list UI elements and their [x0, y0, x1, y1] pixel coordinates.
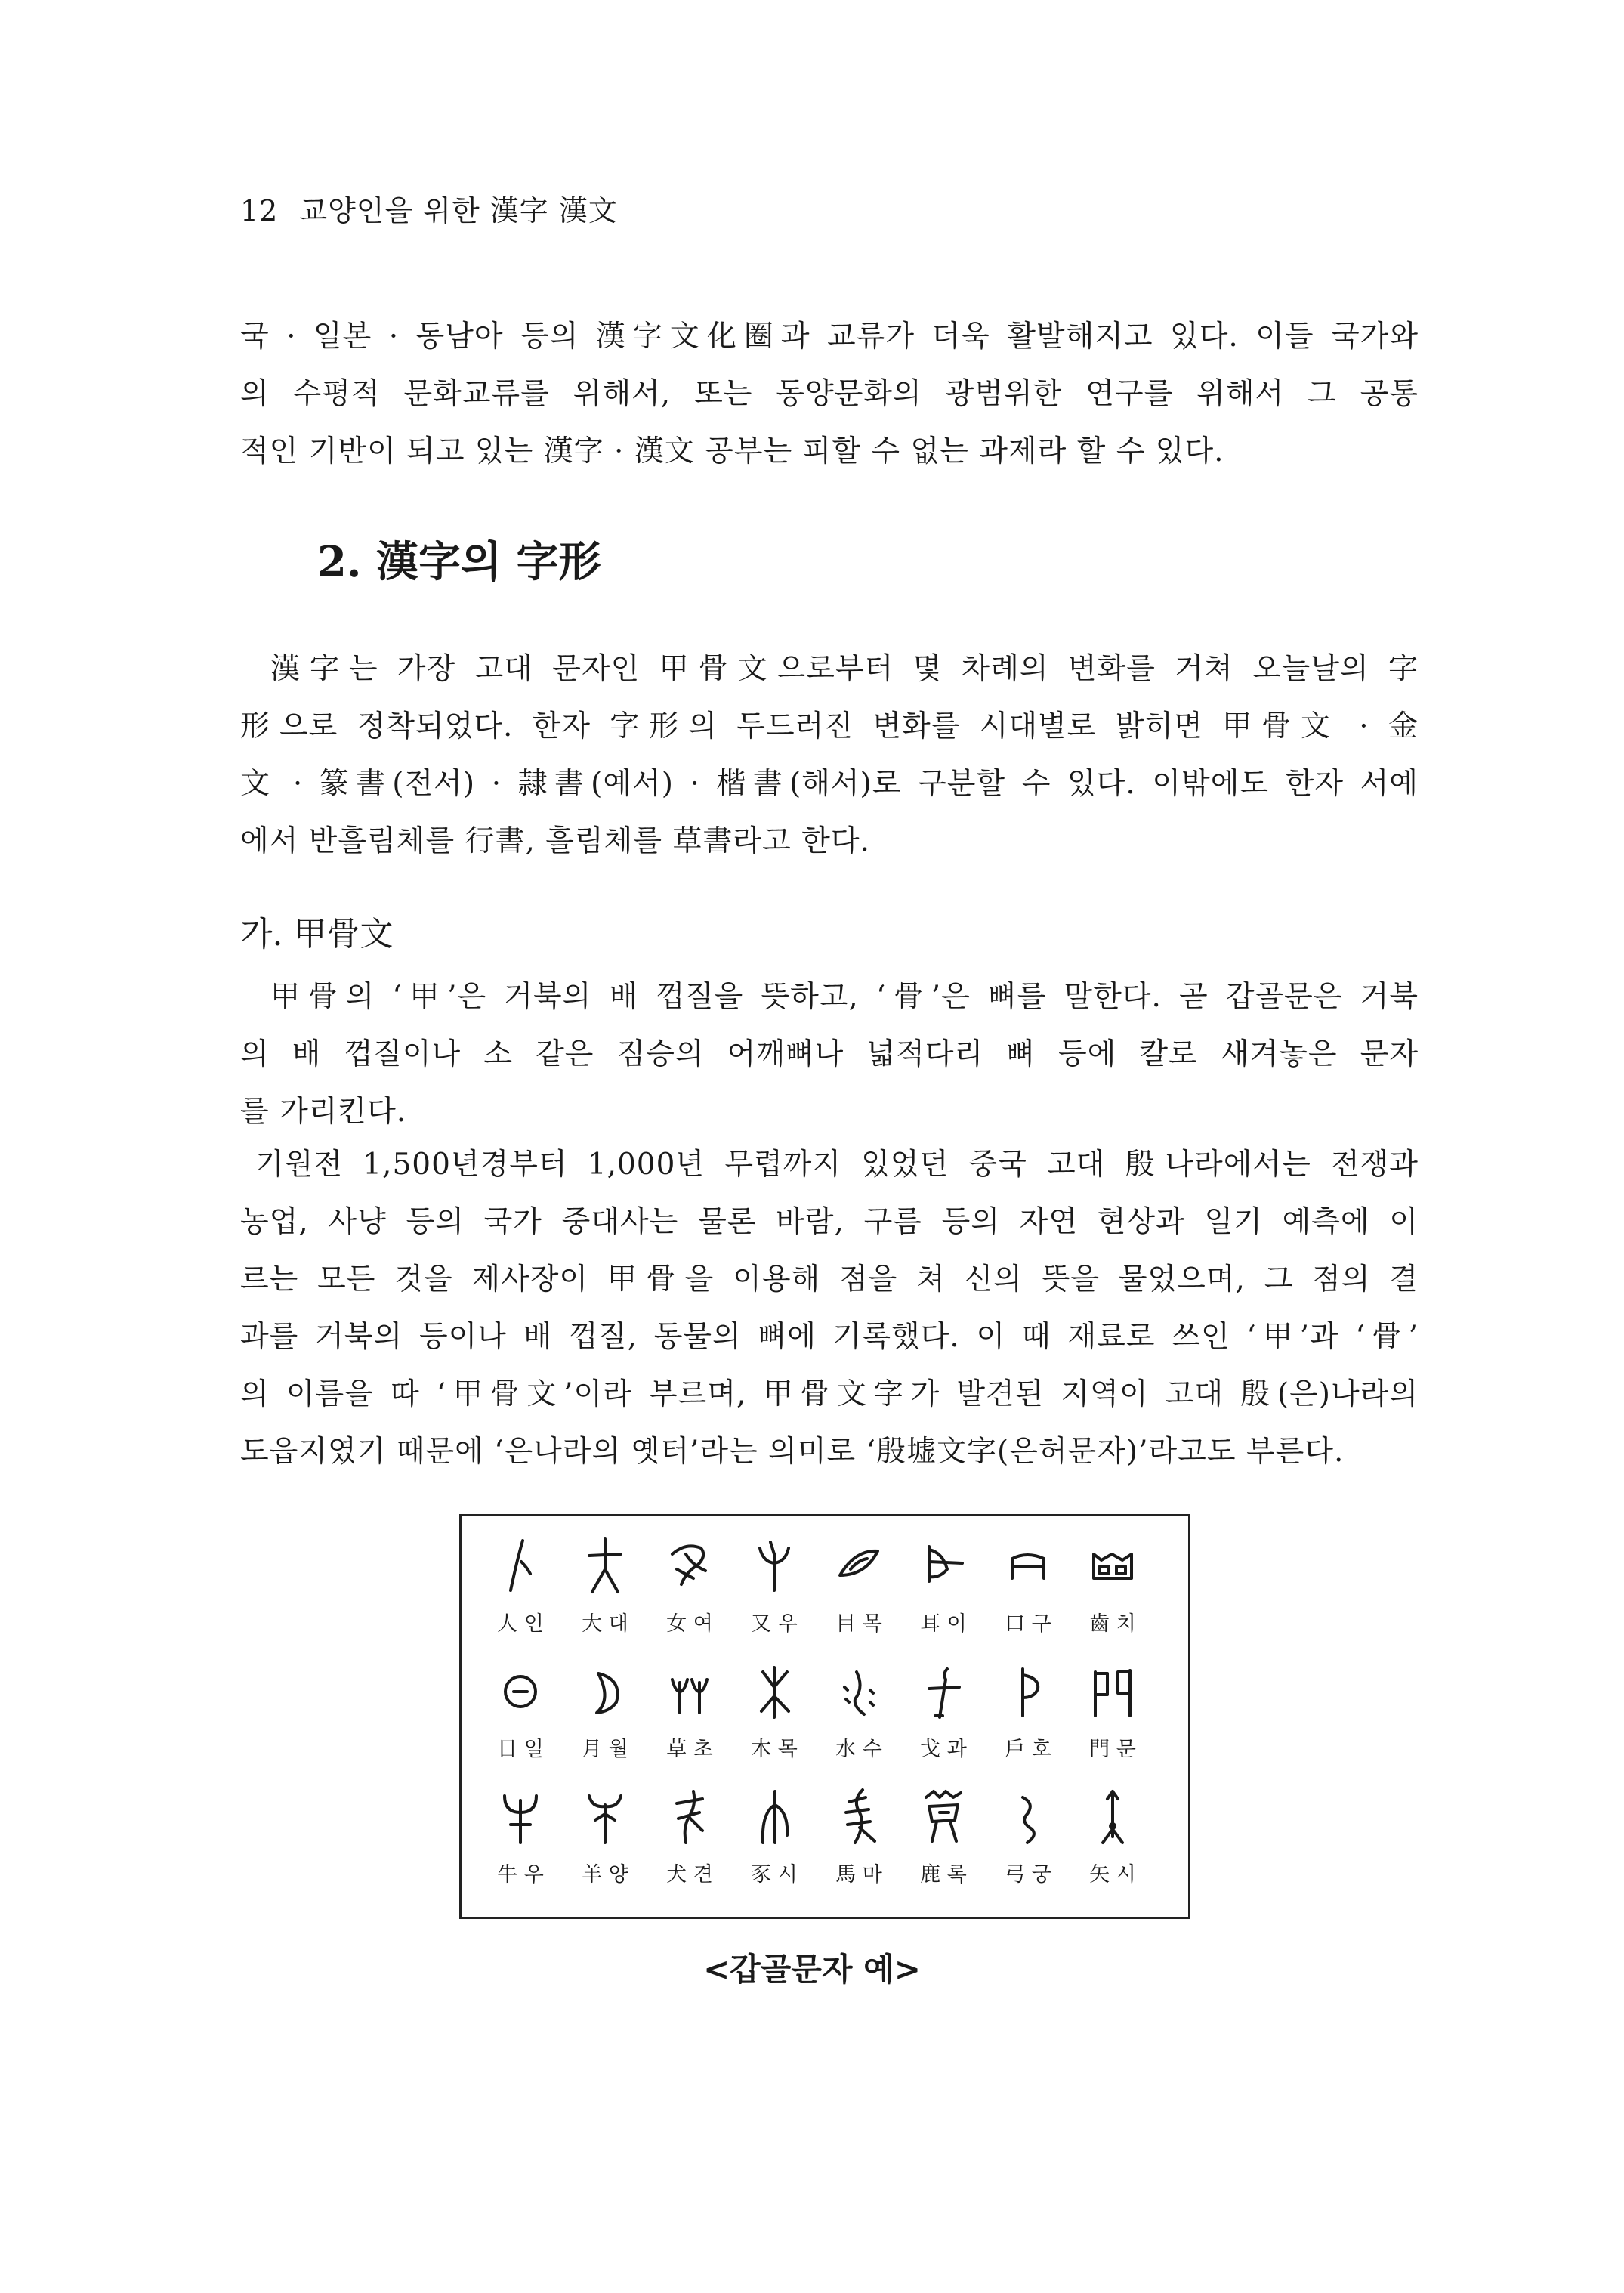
glyph-cell: [817, 1778, 901, 1903]
text-line: 르는 모든 것을 제사장이 甲骨을 이용해 점을 쳐 신의 뜻을 물었으며, 그 점의 결: [240, 1262, 1419, 1296]
glyph-label: 耳 이: [920, 1612, 967, 1636]
section-heading: 2. 漢字의 字形: [317, 537, 601, 587]
glyph-cell: [1070, 1652, 1155, 1778]
glyph-label: 牛 우: [497, 1863, 544, 1887]
oracle-gong-icon: [1002, 1782, 1054, 1850]
oracle-yang-icon: [579, 1782, 631, 1850]
section-paragraph: [240, 641, 1419, 870]
oracle-hu-icon: [1002, 1657, 1054, 1725]
glyph-label: 日 일: [497, 1738, 544, 1761]
text-line: 文 · 篆書(전서) · 隷書(예서) · 楷書(해서)로 구분할 수 있다. 이밖에도 한자 서예: [240, 767, 1419, 801]
text-line: 농업, 사냥 등의 국가 중대사는 물론 바람, 구름 등의 자연 현상과 일기 예측에 이: [240, 1205, 1419, 1239]
glyph-cell: [563, 1778, 647, 1903]
glyph-cell: [647, 1527, 732, 1652]
text-line: 적인 기반이 되고 있는 漢字 · 漢文 공부는 피할 수 없는 과제라 할 수 있다.: [240, 434, 1224, 468]
glyph-cell: [732, 1527, 817, 1652]
figure-caption: <갑골문자 예>: [703, 1951, 921, 1988]
text-line: 과를 거북의 등이나 배 껍질, 동물의 뼈에 기록했다. 이 때 재료로 쓰인 ‘甲’과 ‘骨’: [240, 1320, 1419, 1354]
oracle-ri-icon: [494, 1657, 547, 1725]
oracle-bone-figure: [459, 1514, 1190, 1919]
glyph-label: 齒 치: [1089, 1612, 1136, 1636]
glyph-cell: [563, 1527, 647, 1652]
glyph-label: 鹿 록: [920, 1863, 967, 1887]
oracle-ren-icon: [494, 1531, 547, 1599]
glyph-label: 門 문: [1089, 1738, 1136, 1761]
oracle-da-icon: [579, 1531, 631, 1599]
subsection-heading: 가. 甲骨文: [240, 915, 394, 953]
text-line: 도읍지였기 때문에 ‘은나라의 옛터’라는 의미로 ‘殷墟文字(은허문자)’라고도 부른다.: [240, 1435, 1345, 1469]
oracle-nv-icon: [663, 1531, 716, 1599]
oracle-quan-icon: [663, 1782, 716, 1850]
text-line: 의 배 껍질이나 소 같은 짐승의 어깨뼈나 넓적다리 뼈 등에 칼로 새겨놓은 문자: [240, 1037, 1419, 1071]
text-line: 의 이름을 따 ‘甲骨文’이라 부르며, 甲骨文字가 발견된 지역이 고대 殷(은)나라의: [240, 1377, 1419, 1411]
oracle-shui-icon: [832, 1657, 885, 1725]
text-line: 의 수평적 문화교류를 위해서, 또는 동양문화의 광범위한 연구를 위해서 그 공통: [240, 377, 1419, 411]
oracle-lu-icon: [917, 1782, 970, 1850]
oracle-mu-icon: [832, 1531, 885, 1599]
oracle-yue-icon: [579, 1657, 631, 1725]
glyph-cell: [1070, 1527, 1155, 1652]
glyph-cell: [901, 1652, 986, 1778]
text-line: 에서 반흘림체를 行書, 흘림체를 草書라고 한다.: [240, 824, 870, 858]
glyph-label: 水 수: [835, 1738, 882, 1761]
subsection-paragraph-2: [240, 1136, 1419, 1481]
glyph-label: 人 인: [497, 1612, 544, 1636]
glyph-cell: [478, 1527, 563, 1652]
glyph-cell: [986, 1652, 1070, 1778]
glyph-cell: [647, 1652, 732, 1778]
running-head: [240, 187, 618, 229]
oracle-shi-arrow-icon: [1086, 1782, 1139, 1850]
text-line: 形으로 정착되었다. 한자 字形의 두드러진 변화를 시대별로 밝히면 甲骨文 · 金: [240, 709, 1419, 743]
page-number: 12: [240, 194, 279, 227]
glyph-label: 矢 시: [1089, 1863, 1136, 1887]
oracle-ma-icon: [832, 1782, 885, 1850]
oracle-mu-tree-icon: [748, 1657, 801, 1725]
glyph-cell: [563, 1652, 647, 1778]
oracle-you-icon: [748, 1531, 801, 1599]
oracle-bone-grid: [478, 1527, 1155, 1903]
glyph-cell: [986, 1527, 1070, 1652]
oracle-er-icon: [917, 1531, 970, 1599]
oracle-shi-icon: [748, 1782, 801, 1850]
oracle-ge-icon: [917, 1657, 970, 1725]
glyph-cell: [478, 1652, 563, 1778]
glyph-cell: [986, 1778, 1070, 1903]
text-line: 漢字는 가장 고대 문자인 甲骨文으로부터 몇 차례의 변화를 거쳐 오늘날의 字: [270, 652, 1419, 686]
glyph-cell: [478, 1778, 563, 1903]
glyph-label: 目 목: [835, 1612, 882, 1636]
glyph-label: 馬 마: [835, 1863, 882, 1887]
oracle-kou-icon: [1002, 1531, 1054, 1599]
glyph-label: 口 구: [1005, 1612, 1051, 1636]
glyph-label: 草 초: [666, 1738, 713, 1761]
glyph-label: 又 우: [751, 1612, 798, 1636]
glyph-cell: [732, 1778, 817, 1903]
oracle-niu-icon: [494, 1782, 547, 1850]
glyph-cell: [817, 1527, 901, 1652]
oracle-cao-icon: [663, 1657, 716, 1725]
subsection-paragraph-1: [240, 969, 1419, 1141]
text-line: 기원전 1,500년경부터 1,000년 무렵까지 있었던 중국 고대 殷나라에서는 전쟁과: [255, 1148, 1419, 1182]
glyph-cell: [647, 1778, 732, 1903]
glyph-label: 羊 양: [582, 1863, 628, 1887]
glyph-cell: [732, 1652, 817, 1778]
glyph-cell: [901, 1527, 986, 1652]
glyph-cell: [901, 1778, 986, 1903]
text-line: 국 · 일본 · 동남아 등의 漢字文化圈과 교류가 더욱 활발해지고 있다. 이들 국가와: [240, 320, 1419, 354]
glyph-label: 犬 견: [666, 1863, 713, 1887]
glyph-label: 戶 호: [1005, 1738, 1051, 1761]
glyph-cell: [1070, 1778, 1155, 1903]
intro-paragraph: [240, 308, 1419, 481]
text-line: 甲骨의 ‘甲’은 거북의 배 껍질을 뜻하고, ‘骨’은 뼈를 말한다. 곧 갑골문은 거북: [270, 980, 1419, 1014]
glyph-label: 女 여: [666, 1612, 713, 1636]
glyph-label: 弓 궁: [1005, 1863, 1051, 1887]
glyph-label: 木 목: [751, 1738, 798, 1761]
text-line: 를 가리킨다.: [240, 1095, 407, 1129]
oracle-men-icon: [1086, 1657, 1139, 1725]
book-title: 교양인을 위한 漢字 漢文: [299, 194, 618, 227]
glyph-cell: [817, 1652, 901, 1778]
oracle-chi-icon: [1086, 1531, 1139, 1599]
glyph-label: 月 월: [582, 1738, 628, 1761]
glyph-label: 戈 과: [920, 1738, 967, 1761]
glyph-label: 豕 시: [751, 1863, 798, 1887]
glyph-label: 大 대: [582, 1612, 628, 1636]
